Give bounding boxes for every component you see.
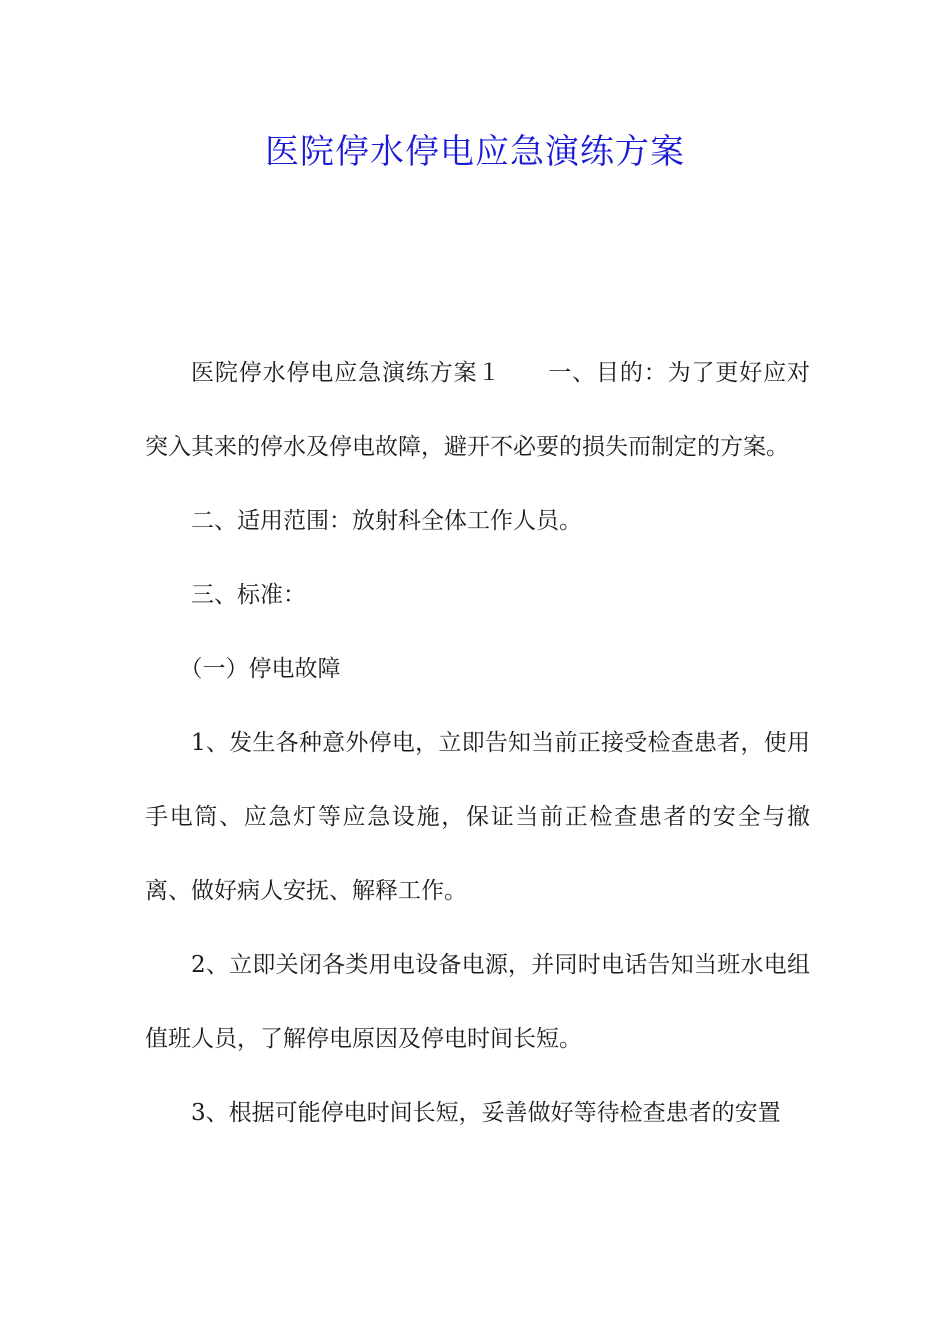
paragraph-lead: 医院停水停电应急演练方案１ [191, 360, 502, 386]
paragraph-item-3: 3、根据可能停电时间长短，妥善做好等待检查患者的安置 [191, 1100, 781, 1126]
document-body [145, 336, 810, 1150]
paragraph-text: 一、目的：为了更好应对突入其来的停水及停电故障，避开不必要的损失而制定的方案。 [145, 360, 810, 460]
paragraph-purpose [145, 336, 810, 484]
paragraph-standard: 三、标准： [191, 582, 306, 608]
paragraph-scope: 二、适用范围：放射科全体工作人员。 [191, 508, 582, 534]
document-title: 医院停水停电应急演练方案 [265, 132, 685, 172]
paragraph-item-2: 2、立即关闭各类用电设备电源，并同时电话告知当班水电组值班人员，了解停电原因及停电时间长短。 [145, 952, 810, 1052]
paragraph-power-failure-heading: （一）停电故障 [179, 656, 341, 682]
paragraph-item-1: 1、发生各种意外停电，立即告知当前正接受检查患者，使用手电筒、应急灯等应急设施，保证当前正检查患者的安全与撤离、做好病人安抚、解释工作。 [145, 730, 810, 904]
